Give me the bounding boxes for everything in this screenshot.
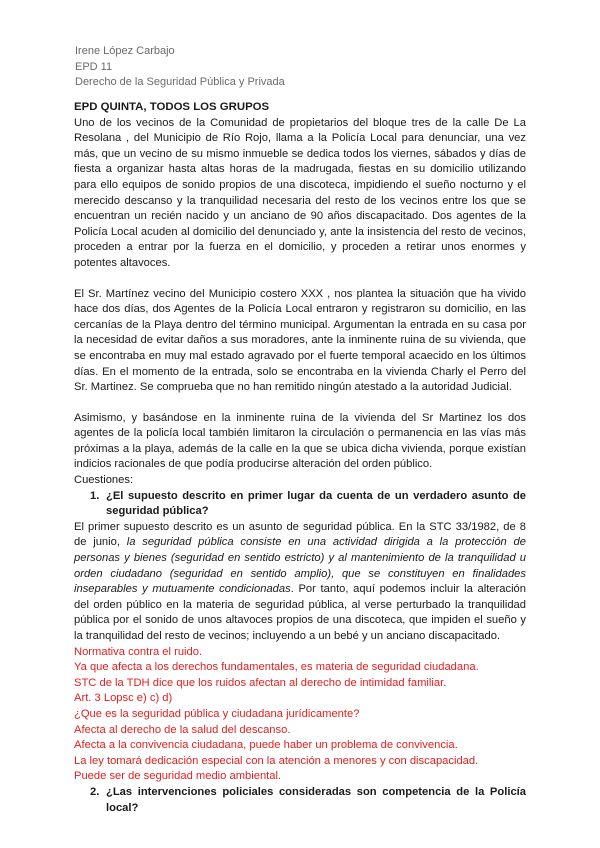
note-item: Afecta a la convivencia ciudadana, puede haber un problema de convivencia. — [74, 739, 458, 752]
document-header — [75, 44, 285, 91]
case-paragraph-3: Asimismo, y basándose en la inminente ruina de la vivienda del Sr Martinez los dos agentes de la policía local también limitaron la circulación o permanencia en las vías más próximas a la playa, además de la calle en la que se ubica dicha vivienda, porque existían indicios racionales de que podía producirse alteración del orden público. — [74, 411, 526, 471]
assignment-code: EPD 11 — [75, 60, 113, 73]
note-item: ¿Que es la seguridad pública y ciudadana jurídicamente? — [74, 707, 360, 720]
course-subject: Derecho de la Seguridad Pública y Privada — [75, 76, 285, 88]
note-item: Ya que afecta a los derechos fundamentales, es materia de seguridad ciudadana. — [74, 661, 479, 674]
note-item: Afecta al derecho de la salud del descanso. — [74, 723, 291, 736]
question-1-text: ¿El supuesto descrito en primer lugar da cuenta de un verdadero asunto de seguridad pública? — [106, 489, 526, 518]
note-item: STC de la TDH dice que los ruidos afectan al derecho de intimidad familiar. — [74, 676, 447, 689]
question-1-number: 1. — [90, 489, 100, 502]
answer-1-quote: la seguridad pública consiste en una actividad dirigida a la protección de personas y bienes (seguridad en sentido estricto) y al mantenimiento de la tranquilidad u orden ciudadano (seguridad en sentido amplio), que se constituyen en finalidades inseparables y mutuamente condicionadas — [74, 536, 526, 596]
question-2 — [90, 785, 526, 816]
answer-1 — [74, 520, 526, 645]
author-name: Irene López Carbajo — [75, 45, 175, 57]
case-paragraph-2: El Sr. Martínez vecino del Municipio costero XXX , nos plantea la situación que ha vivido hace dos días, dos Agentes de la Policía Local entraron y registraron su domicilio, en las cercanías de la Playa dentro del término municipal. Argumentan la entrada en su casa por la necesidad de evitar daños a sus moradores, ante la inminente ruina de su vivienda, que se encontraba en muy mal estado agravado por el fuerte temporal acaecido en los últimos días. En el momento de la entrada, solo se encontraba en la vivienda Charly el Perro del Sr. Martinez. Se comprueba que no han remitido ningún atestado a la autoridad Judicial. — [74, 287, 526, 394]
answer-1-intro: El primer supuesto descrito es un asunto de seguridad pública. En la STC 33/1982, de 8 de junio, — [74, 520, 526, 549]
note-item: Puede ser de seguridad medio ambiental. — [74, 770, 282, 783]
question-2-number: 2. — [90, 785, 100, 798]
note-item: Normativa contra el ruido. — [74, 645, 203, 658]
case-paragraph-1: Uno de los vecinos de la Comunidad de propietarios del bloque tres de la calle De La Resolana , del Municipio de Río Rojo, llama a la Policía Local para denunciar, una vez más, que un vecino de su mismo inmueble se dedica todos los viernes, sábados y días de fiesta a organizar hasta altas horas de la madrugada, fiestas en su domicilio utilizando para ello equipos de sonido propios de una discoteca, impidiendo el sueño nocturno y el merecido descanso y la tranquilidad necesaria del resto de los vecinos entre los que se encuentran un recién nacido y un anciano de 90 años discapacitado. Dos agentes de la Policía Local acuden al domicilio del denunciado y, ante la insistencia del resto de vecinos, proceden a entrar por la fuerza en el domicilio, y proceden a retirar unos enormes y potentes altavoces. — [74, 116, 526, 269]
question-1 — [90, 489, 526, 520]
document-body — [74, 100, 526, 816]
questions-label: Cuestiones: — [74, 474, 134, 487]
question-2-text: ¿Las intervenciones policiales consideradas son competencia de la Policía local? — [106, 785, 526, 814]
note-item: La ley tomará dedicación especial con la atención a menores y con discapacidad. — [74, 754, 479, 767]
note-item: Art. 3 Lopsc e) c) d) — [74, 692, 173, 705]
answer-1-conclusion: . Por tanto, aquí podemos incluir la alteración del orden público en la materia de seguridad pública, al verse perturbado la tranquilidad pública por el sonido de unos altavoces propios de una discoteca, que impiden el sueño y la tranquilidad del resto de vecinos; incluyendo a un bebé y un anciano discapacitado. — [74, 583, 526, 642]
document-title: EPD QUINTA, TODOS LOS GRUPOS — [74, 101, 270, 113]
red-notes — [74, 645, 526, 785]
